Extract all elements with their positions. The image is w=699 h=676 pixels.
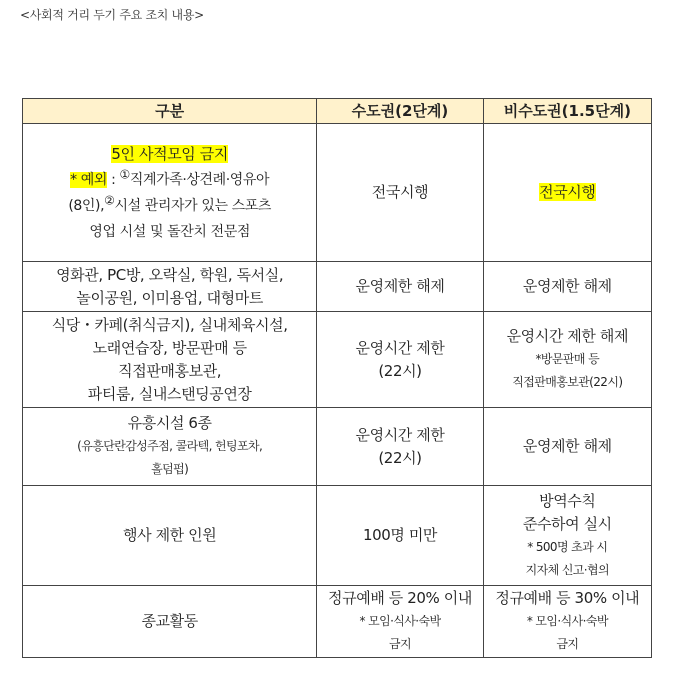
events-non-capital-line-2: 준수하여 실시 [522, 514, 612, 533]
cell-gathering-capital: 전국시행 [317, 124, 483, 262]
events-non-capital-line-3: * 500명 초과 시 [527, 539, 608, 554]
religion-non-capital-line-3: 금지 [556, 637, 579, 651]
cell-events-category: 행사 제한 인원 [23, 486, 317, 586]
restaurant-capital-line-2: (22시) [378, 361, 422, 380]
cell-gathering-non-capital [483, 124, 651, 262]
entertainment-capital-line-2: (22시) [378, 448, 422, 467]
table-row-restaurant [23, 312, 652, 408]
restaurant-line-1: 식당・카페(취식금지), 실내체육시설, [51, 315, 288, 334]
entertainment-capital-line-1: 운영시간 제한 [355, 425, 445, 444]
cell-events-capital: 100명 미만 [317, 486, 483, 586]
cell-entertainment-capital [317, 408, 483, 486]
restaurant-capital-line-1: 운영시간 제한 [355, 338, 445, 357]
entertainment-line-3: 홀덤펍) [151, 462, 189, 476]
restaurant-line-2: 노래연습장, 방문판매 등 [92, 338, 247, 357]
gathering-non-capital-value: 전국시행 [539, 183, 596, 201]
cell-restaurant-capital [317, 312, 483, 408]
restaurant-non-capital-line-3: 직접판매홍보관(22시) [512, 375, 623, 389]
cell-religion-non-capital [483, 586, 651, 658]
cell-cinema-non-capital: 운영제한 해제 [483, 262, 651, 312]
cell-gathering-category [23, 124, 317, 262]
header-row [23, 99, 652, 124]
entertainment-line-2: (유흥단란감성주점, 콜라텍, 헌팅포차, [77, 439, 263, 453]
circle-number-2: ② [104, 192, 115, 207]
exception-2: 시설 관리자가 있는 스포츠 [114, 197, 271, 214]
restaurant-non-capital-line-2: *방문판매 등 [535, 352, 600, 366]
religion-capital-line-2: * 모임·식사·숙박 [359, 614, 441, 628]
cell-cinema-category [23, 262, 317, 312]
cell-events-non-capital [483, 486, 651, 586]
table-row-entertainment [23, 408, 652, 486]
cell-religion-category: 종교활동 [23, 586, 317, 658]
cell-restaurant-non-capital [483, 312, 651, 408]
header-capital: 수도권(2단계) [317, 99, 483, 124]
events-non-capital-line-1: 방역수칙 [539, 491, 596, 510]
header-category: 구분 [23, 99, 317, 124]
restaurant-non-capital-line-1: 운영시간 제한 해제 [506, 327, 629, 345]
restaurant-line-4: 파티룸, 실내스탠딩공연장 [87, 384, 252, 403]
distancing-measures-table [22, 98, 652, 658]
cinema-line-1: 영화관, PC방, 오락실, 학원, 독서실, [56, 265, 284, 284]
religion-capital-line-1: 정규예배 등 20% 이내 [328, 589, 472, 607]
table-row-events [23, 486, 652, 586]
exception-1-continued: (8인), [68, 197, 105, 214]
cell-entertainment-non-capital: 운영제한 해제 [483, 408, 651, 486]
religion-non-capital-line-1: 정규예배 등 30% 이내 [495, 589, 640, 607]
religion-non-capital-line-2: * 모임·식사·숙박 [526, 614, 608, 628]
exception-1: 직계가족·상견례·영유아 [129, 171, 270, 188]
entertainment-line-1: 유흥시설 6종 [127, 414, 212, 432]
exception-label: * 예외 [70, 171, 108, 188]
cell-religion-capital [317, 586, 483, 658]
religion-capital-line-3: 금지 [388, 637, 411, 651]
events-non-capital-line-4: 지자체 신고·협의 [525, 562, 609, 577]
circle-number-1: ① [119, 166, 130, 181]
gathering-title: 5인 사적모임 금지 [111, 144, 228, 163]
cinema-line-2: 놀이공원, 이미용업, 대형마트 [76, 288, 263, 307]
restaurant-line-3: 직접판매홍보관, [118, 361, 222, 380]
exception-2-continued: 영업 시설 및 돌잔치 전문점 [89, 223, 250, 240]
table-row-gathering [23, 124, 652, 262]
exception-separator: : [107, 171, 120, 188]
table-caption: <사회적 거리 두기 주요 조치 내용> [20, 8, 204, 22]
cell-cinema-capital: 운영제한 해제 [317, 262, 483, 312]
cell-entertainment-category [23, 408, 317, 486]
header-non-capital: 비수도권(1.5단계) [483, 99, 651, 124]
table-row-religion [23, 586, 652, 658]
cell-restaurant-category [23, 312, 317, 408]
table-row-cinema [23, 262, 652, 312]
